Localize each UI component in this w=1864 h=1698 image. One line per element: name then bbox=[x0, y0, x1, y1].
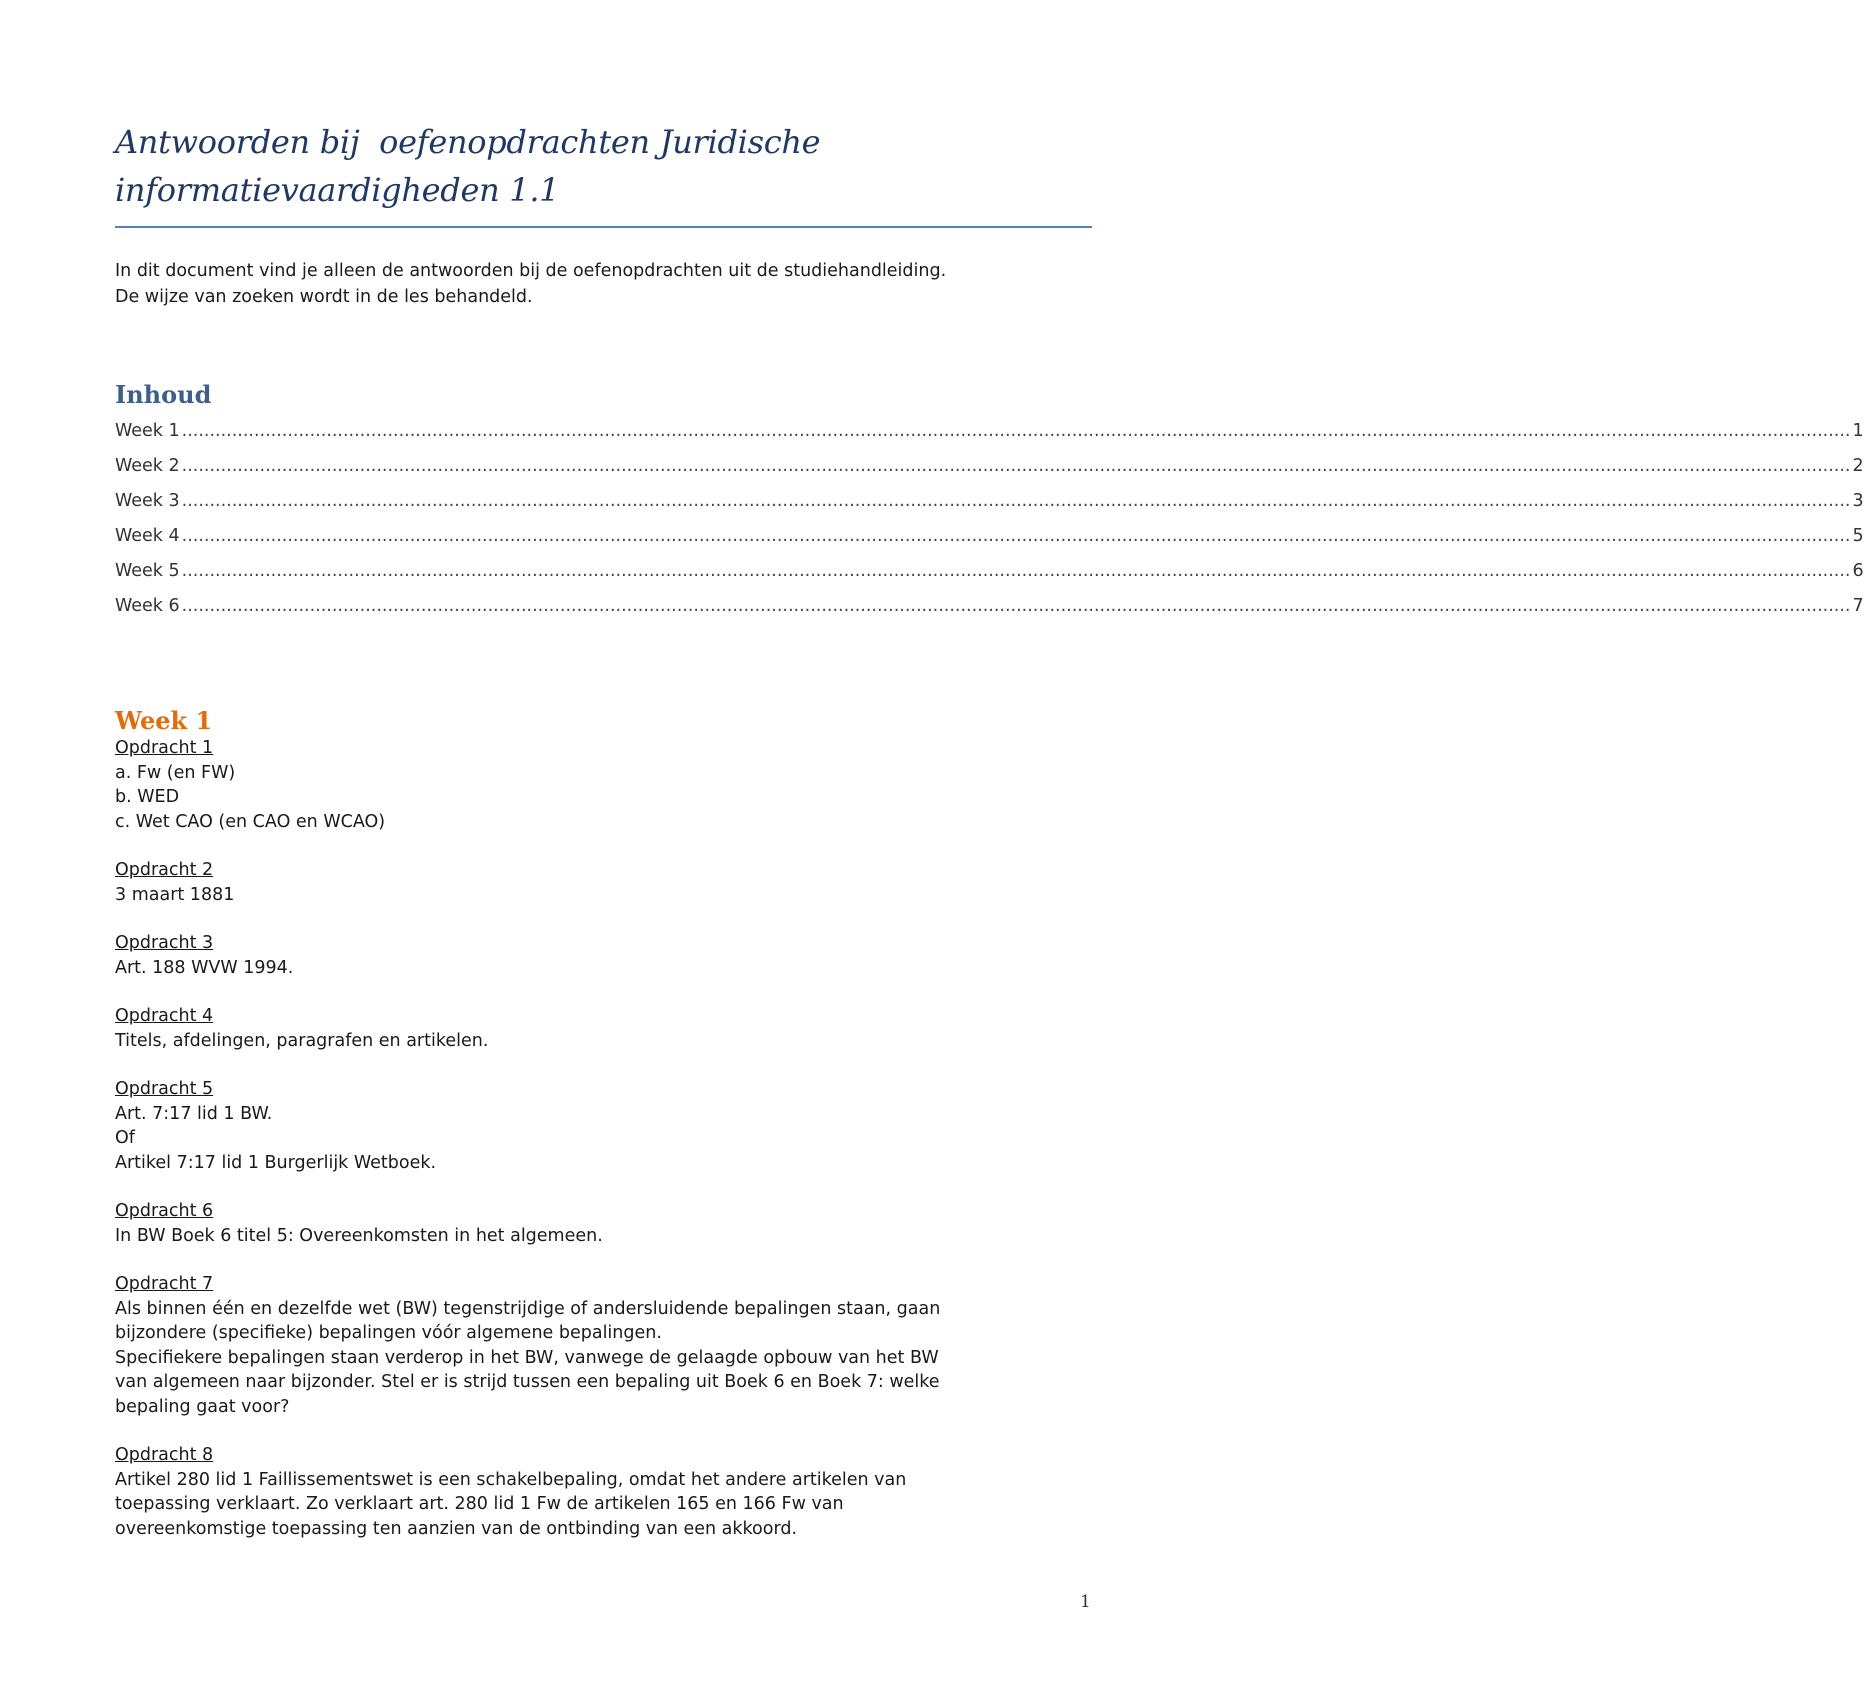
assignment-5 bbox=[115, 1077, 1092, 1175]
answer-line: 3 maart 1881 bbox=[115, 884, 235, 905]
answer-line: Art. 7:17 lid 1 BW. bbox=[115, 1103, 273, 1124]
assignment-8 bbox=[115, 1443, 1092, 1541]
answer-line: Artikel 280 lid 1 Faillissementswet is een schakelbepaling, omdat het andere artikelen van bbox=[115, 1469, 907, 1490]
answer-line: bijzondere (specifieke) bepalingen vóór algemene bepalingen. bbox=[115, 1323, 662, 1343]
answer-line: bepaling gaat voor? bbox=[115, 1396, 290, 1417]
toc-entry-label: Week 4 bbox=[115, 526, 180, 546]
intro-line-1: In dit document vind je alleen de antwoorden bij de oefenopdrachten uit de studiehandleiding. bbox=[115, 261, 947, 281]
assignment-title: Opdracht 3 bbox=[115, 933, 214, 953]
toc-entry-week-2[interactable] bbox=[115, 449, 1864, 484]
answer-line: Art. 188 WVW 1994. bbox=[115, 957, 294, 978]
answer-line: overeenkomstige toepassing ten aanzien van de ontbinding van een akkoord. bbox=[115, 1518, 798, 1539]
answer-line: toepassing verklaart. Zo verklaart art. 280 lid 1 Fw de artikelen 165 en 166 Fw van bbox=[115, 1494, 844, 1514]
intro-line-2: De wijze van zoeken wordt in de les behandeld. bbox=[115, 287, 533, 307]
toc-entry-label: Week 1 bbox=[115, 421, 180, 441]
toc-entry-page: 3 bbox=[1852, 491, 1864, 511]
toc-entry-page: 1 bbox=[1852, 421, 1864, 441]
answer-line: Titels, afdelingen, paragrafen en artikelen. bbox=[115, 1030, 489, 1051]
toc-entry-week-5[interactable] bbox=[115, 554, 1864, 589]
toc-entry-page: 7 bbox=[1852, 596, 1864, 616]
title-divider bbox=[115, 226, 1092, 228]
assignment-title: Opdracht 1 bbox=[115, 738, 214, 758]
answer-line: Of bbox=[115, 1128, 135, 1148]
toc-entry-week-1[interactable] bbox=[115, 414, 1864, 449]
toc-entry-week-4[interactable] bbox=[115, 519, 1864, 554]
table-of-contents bbox=[115, 414, 1864, 624]
assignment-1 bbox=[115, 736, 1092, 834]
toc-entry-page: 2 bbox=[1852, 456, 1864, 476]
intro-paragraph bbox=[115, 258, 1092, 310]
document-title-line-2: informatievaardigheden 1.1 bbox=[115, 171, 560, 209]
toc-leader-dots: ............................................................................................................................................................................................................................................................................................................ bbox=[181, 456, 1851, 476]
assignment-title: Opdracht 6 bbox=[115, 1201, 214, 1221]
toc-leader-dots: ............................................................................................................................................................................................................................................................................................................ bbox=[181, 491, 1851, 511]
toc-entry-week-3[interactable] bbox=[115, 484, 1864, 519]
document-page bbox=[115, 0, 1864, 1565]
answer-line: Artikel 7:17 lid 1 Burgerlijk Wetboek. bbox=[115, 1152, 437, 1173]
assignment-2 bbox=[115, 858, 1092, 907]
answer-line: a. Fw (en FW) bbox=[115, 762, 236, 783]
week-1-heading: Week 1 bbox=[115, 706, 213, 735]
toc-heading: Inhoud bbox=[115, 380, 212, 409]
answer-line: van algemeen naar bijzonder. Stel er is strijd tussen een bepaling uit Boek 6 en Boek 7: welke bbox=[115, 1372, 940, 1392]
assignment-6 bbox=[115, 1199, 1092, 1248]
document-title bbox=[115, 118, 1092, 214]
toc-leader-dots: ............................................................................................................................................................................................................................................................................................................ bbox=[181, 561, 1851, 581]
assignment-4 bbox=[115, 1004, 1092, 1053]
assignment-title: Opdracht 5 bbox=[115, 1079, 214, 1099]
toc-entry-label: Week 3 bbox=[115, 491, 180, 511]
document-title-line-1: Antwoorden bij oefenopdrachten Juridische bbox=[115, 123, 821, 161]
assignment-title: Opdracht 8 bbox=[115, 1445, 214, 1465]
toc-entry-label: Week 2 bbox=[115, 456, 180, 476]
toc-entry-label: Week 5 bbox=[115, 561, 180, 581]
toc-entry-week-6[interactable] bbox=[115, 589, 1864, 624]
answer-line: c. Wet CAO (en CAO en WCAO) bbox=[115, 811, 386, 832]
answer-line: Als binnen één en dezelfde wet (BW) tegenstrijdige of andersluidende bepalingen staan, gaan bbox=[115, 1298, 941, 1319]
assignment-3 bbox=[115, 931, 1092, 980]
assignment-7 bbox=[115, 1272, 1092, 1419]
toc-leader-dots: ............................................................................................................................................................................................................................................................................................................ bbox=[181, 526, 1851, 546]
toc-leader-dots: ............................................................................................................................................................................................................................................................................................................ bbox=[181, 596, 1851, 616]
toc-entry-page: 5 bbox=[1852, 526, 1864, 546]
assignment-title: Opdracht 7 bbox=[115, 1274, 214, 1294]
assignment-title: Opdracht 2 bbox=[115, 860, 214, 880]
toc-entry-label: Week 6 bbox=[115, 596, 180, 616]
week-1-assignments bbox=[115, 736, 1092, 1541]
page-number: 1 bbox=[1080, 1592, 1091, 1612]
answer-line: Specifiekere bepalingen staan verderop in het BW, vanwege de gelaagde opbouw van het BW bbox=[115, 1347, 939, 1368]
toc-leader-dots: ............................................................................................................................................................................................................................................................................................................ bbox=[181, 421, 1851, 441]
answer-line: In BW Boek 6 titel 5: Overeenkomsten in het algemeen. bbox=[115, 1225, 603, 1246]
answer-line: b. WED bbox=[115, 787, 180, 807]
toc-entry-page: 6 bbox=[1852, 561, 1864, 581]
assignment-title: Opdracht 4 bbox=[115, 1006, 214, 1026]
